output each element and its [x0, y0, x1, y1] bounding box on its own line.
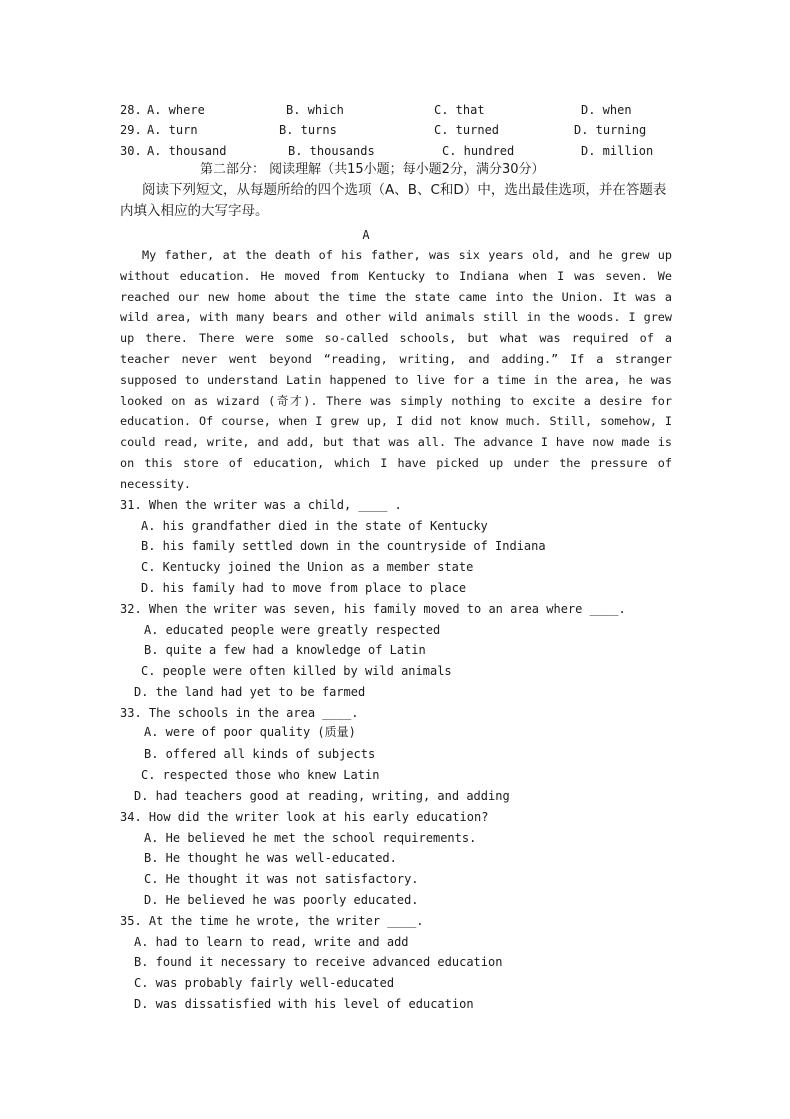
option-b: B. which: [286, 103, 344, 117]
option-b: B. turns: [279, 123, 337, 137]
question-34-option-d: D. He believed he was poorly educated.: [144, 893, 419, 907]
section-title: 第二部分： 阅读理解（共15小题；每小题2分，满分30分）: [200, 162, 545, 177]
question-32-option-b: B. quite a few had a knowledge of Latin: [144, 643, 426, 657]
question-31-option-a: A. his grandfather died in the state of Kentucky: [141, 519, 488, 533]
option-c: C. turned: [434, 123, 500, 137]
option-a: A. where: [147, 103, 205, 117]
question-35-option-d: D. was dissatisfied with his level of education: [134, 997, 474, 1011]
question-34-stem: 34. How did the writer look at his early education?: [120, 810, 489, 824]
cloze-row-30: [120, 141, 680, 161]
option-d: D. turning: [574, 123, 647, 137]
question-number: 30.: [120, 144, 142, 158]
question-32-option-a: A. educated people were greatly respected: [144, 623, 441, 637]
question-number: 28.: [120, 103, 142, 117]
question-35-option-c: C. was probably fairly well-educated: [134, 976, 395, 990]
question-number: 29.: [120, 123, 142, 137]
question-31-option-c: C. Kentucky joined the Union as a member state: [141, 560, 474, 574]
question-31-option-b: B. his family settled down in the countryside of Indiana: [141, 539, 546, 553]
question-32-option-d: D. the land had yet to be farmed: [134, 685, 366, 699]
passage-letter: A: [362, 228, 370, 242]
question-34-option-a: A. He believed he met the school requirements.: [144, 831, 477, 845]
option-d: D. million: [581, 144, 654, 158]
instructions: 阅读下列短文，从每题所给的四个选项（A、B、C和D）中，选出最佳选项，并在答题表内填入相应的大写字母。: [120, 182, 667, 219]
question-34-option-b: B. He thought he was well-educated.: [144, 851, 397, 865]
question-33-option-b: B. offered all kinds of subjects: [144, 747, 376, 761]
question-32-option-c: C. people were often killed by wild animals: [141, 664, 452, 678]
cloze-row-28: [120, 100, 680, 120]
option-a: A. turn: [147, 123, 198, 137]
option-c: C. hundred: [442, 144, 515, 158]
question-35-stem: 35. At the time he wrote, the writer ____.: [120, 914, 424, 928]
question-31-option-d: D. his family had to move from place to place: [141, 581, 467, 595]
option-b: B. thousands: [288, 144, 375, 158]
option-a: A. thousand: [147, 144, 227, 158]
question-34-option-c: C. He thought it was not satisfactory.: [144, 872, 419, 886]
cloze-row-29: [120, 120, 680, 140]
passage-text: My father, at the death of his father, was six years old, and he grew up without education. He moved from Kentucky to Indiana when I was seven. We reached our new home about the time the state came into the Union. It was a wild area, with many bears and other wild animals still in the woods. I grew up there. There were some so-called schools, but what was required of a teacher never went beyond “reading, writing, and adding.” If a stranger supposed to understand Latin happened to live for a time in the area, he was looked on as wizard (奇才). There was simply nothing to excite a desire for education. Of course, when I grew up, I did not know much. Still, somehow, I could read, write, and add, but that was all. The advance I have now made is on this store of education, which I have picked up under the pressure of necessity.: [120, 248, 672, 491]
question-31-stem: 31. When the writer was a child, ____ .: [120, 498, 402, 512]
question-32-stem: 32. When the writer was seven, his family moved to an area where ____.: [120, 602, 626, 616]
question-33-option-a: A. were of poor quality (质量): [144, 725, 356, 739]
question-35-option-b: B. found it necessary to receive advanced education: [134, 955, 503, 969]
question-33-stem: 33. The schools in the area ____.: [120, 706, 359, 720]
option-d: D. when: [581, 103, 632, 117]
question-33-option-d: D. had teachers good at reading, writing, and adding: [134, 789, 510, 803]
question-33-option-c: C. respected those who knew Latin: [141, 768, 380, 782]
option-c: C. that: [434, 103, 485, 117]
question-35-option-a: A. had to learn to read, write and add: [134, 935, 409, 949]
